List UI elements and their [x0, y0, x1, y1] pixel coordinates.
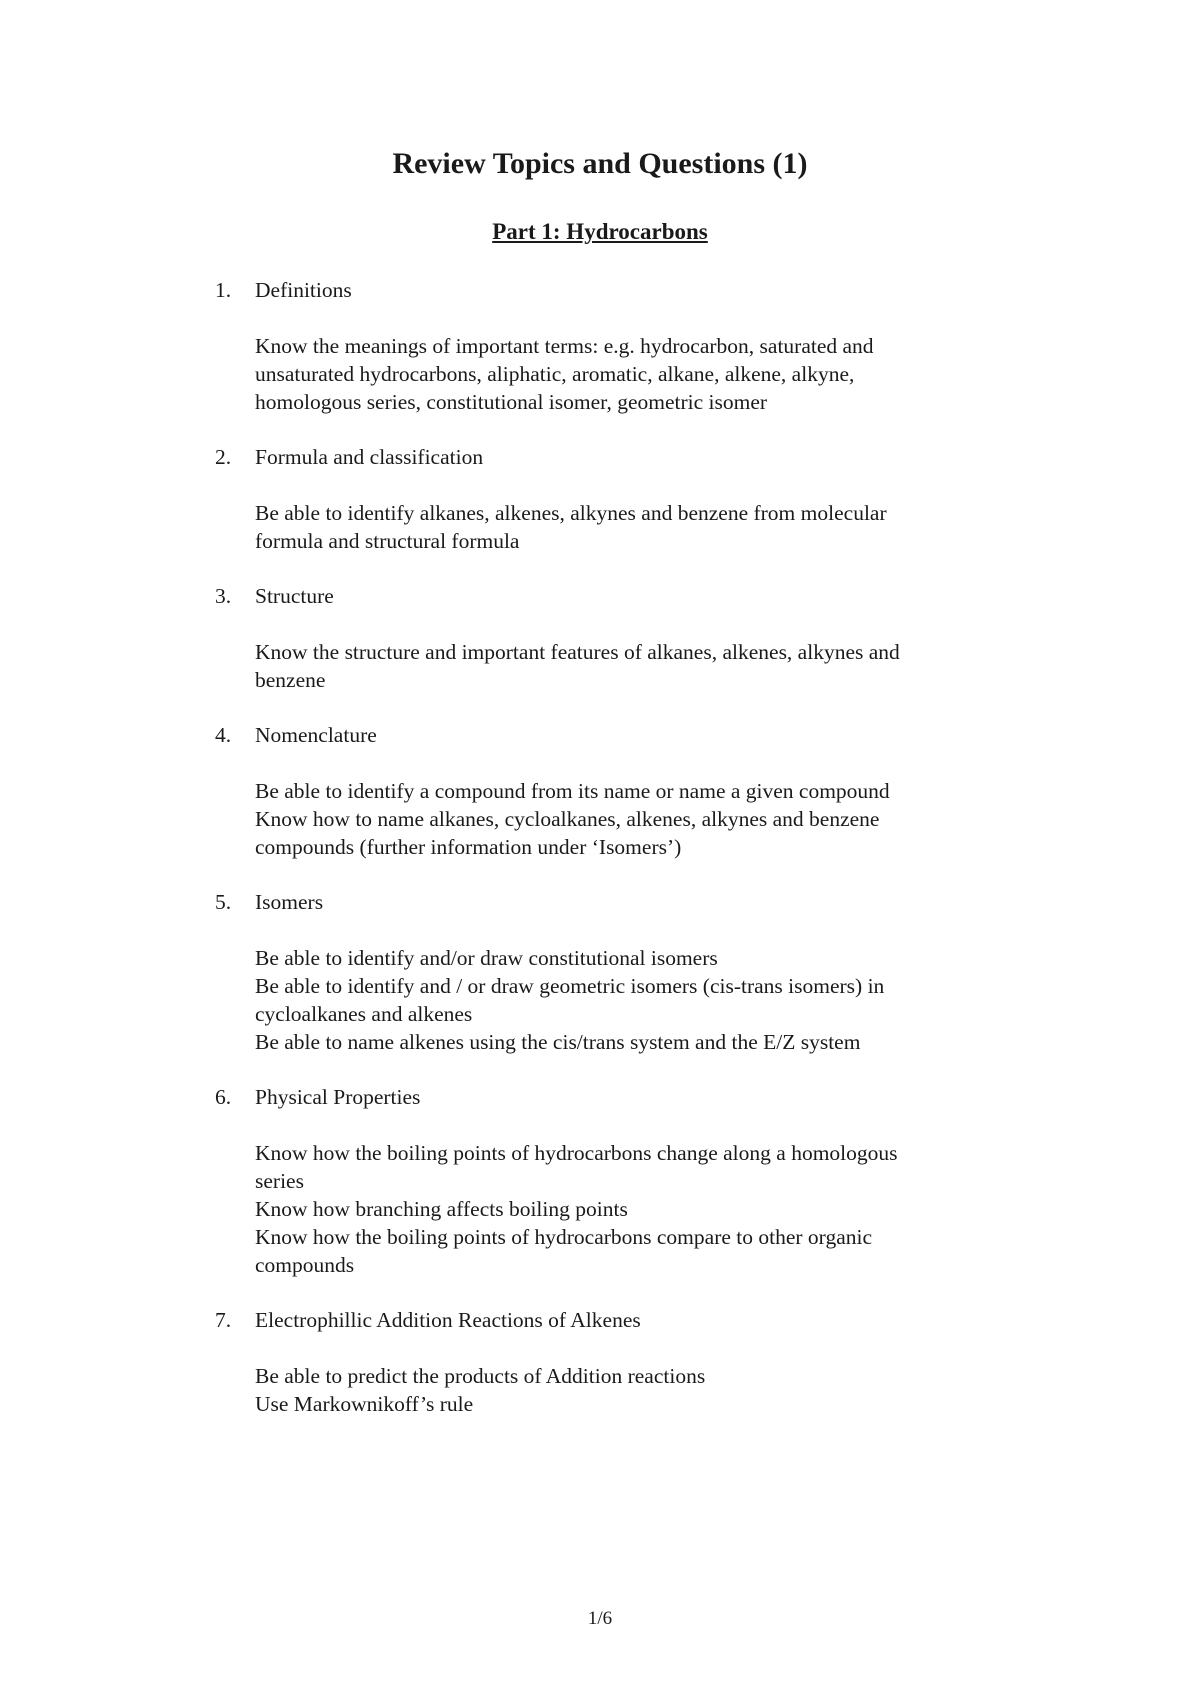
topic-heading: Electrophillic Addition Reactions of Alkenes	[255, 1308, 641, 1332]
topic-description-line: formula and structural formula	[255, 529, 520, 553]
topic-description-line: Use Markownikoff’s rule	[255, 1392, 474, 1416]
topic-description-line: Know how the boiling points of hydrocarbons change along a homologous	[255, 1141, 898, 1165]
document-title: Review Topics and Questions (1)	[392, 147, 808, 180]
topic-description-line: Be able to name alkenes using the cis/trans system and the E/Z system	[255, 1030, 861, 1054]
topic-description	[255, 1139, 1015, 1279]
topic-description	[255, 777, 1015, 861]
topic-number: 6.	[215, 1085, 232, 1109]
topic-number: 3.	[215, 584, 232, 608]
topic-description-line: compounds	[255, 1253, 355, 1277]
topic-description-line: homologous series, constitutional isomer, geometric isomer	[255, 390, 768, 414]
topic-number: 4.	[215, 723, 232, 747]
topic-description-line: Know how branching affects boiling points	[255, 1197, 628, 1221]
topic-heading: Nomenclature	[255, 723, 377, 747]
page-number: 1/6	[587, 1608, 613, 1629]
topic-heading: Structure	[255, 584, 334, 608]
topic-item	[0, 888, 1200, 1056]
topic-heading: Definitions	[255, 278, 352, 302]
topic-description-line: series	[255, 1169, 304, 1193]
topic-description-line: benzene	[255, 668, 326, 692]
topic-heading: Physical Properties	[255, 1085, 421, 1109]
topic-description-line: cycloalkanes and alkenes	[255, 1002, 473, 1026]
topic-heading: Isomers	[255, 890, 324, 914]
topic-list	[0, 276, 1200, 1445]
topic-description-line: Be able to predict the products of Addition reactions	[255, 1364, 706, 1388]
topic-description-line: Know how to name alkanes, cycloalkanes, alkenes, alkynes and benzene	[255, 807, 880, 831]
topic-description-line: Know the structure and important features of alkanes, alkenes, alkynes and	[255, 640, 900, 664]
topic-item	[0, 443, 1200, 555]
section-title: Part 1: Hydrocarbons	[492, 219, 708, 244]
topic-description-line: compounds (further information under ‘Isomers’)	[255, 835, 682, 859]
topic-description	[255, 638, 1015, 694]
topic-description-line: Be able to identify alkanes, alkenes, alkynes and benzene from molecular	[255, 501, 887, 525]
topic-item	[0, 1083, 1200, 1279]
topic-description	[255, 1362, 1015, 1418]
topic-description-line: Be able to identify a compound from its name or name a given compound	[255, 779, 890, 803]
topic-description	[255, 944, 1015, 1056]
topic-description-line: Be able to identify and / or draw geometric isomers (cis-trans isomers) in	[255, 974, 885, 998]
topic-heading: Formula and classification	[255, 445, 484, 469]
topic-item	[0, 276, 1200, 416]
topic-item	[0, 721, 1200, 861]
topic-number: 2.	[215, 445, 232, 469]
topic-description-line: Be able to identify and/or draw constitutional isomers	[255, 946, 718, 970]
topic-item	[0, 582, 1200, 694]
topic-description-line: unsaturated hydrocarbons, aliphatic, aromatic, alkane, alkene, alkyne,	[255, 362, 855, 386]
topic-description-line: Know the meanings of important terms: e.g. hydrocarbon, saturated and	[255, 334, 874, 358]
topic-number: 5.	[215, 890, 232, 914]
topic-description	[255, 332, 1015, 416]
topic-item	[0, 1306, 1200, 1418]
topic-description-line: Know how the boiling points of hydrocarbons compare to other organic	[255, 1225, 873, 1249]
topic-description	[255, 499, 1015, 555]
topic-number: 1.	[215, 278, 232, 302]
topic-number: 7.	[215, 1308, 232, 1332]
